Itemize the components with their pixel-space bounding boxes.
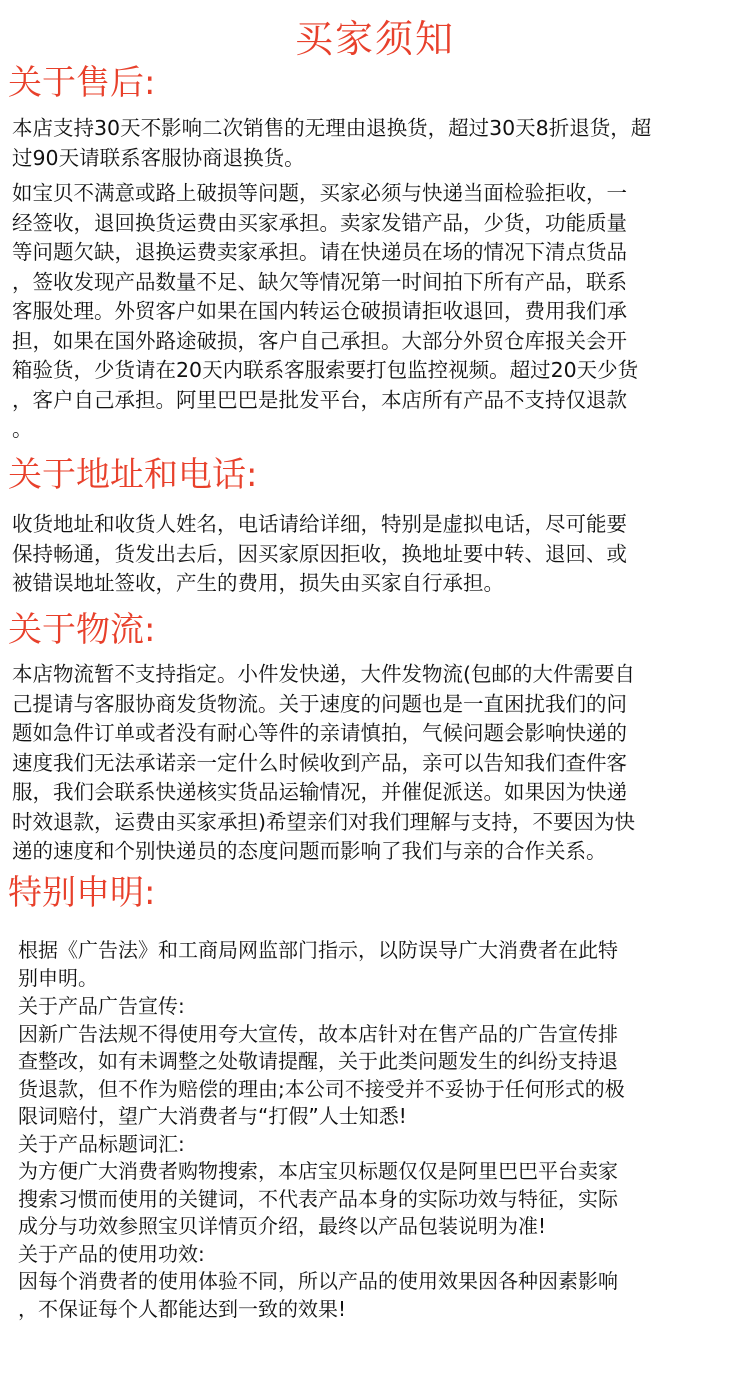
after-sales-return-policy: 本店支持30天不影响二次销售的无理由退换货，超过30天8折退货，超 过90天请联系客服协商退换货。 [12, 116, 652, 170]
section-special-statement [18, 937, 743, 1323]
page-title: 买家须知 [294, 17, 455, 61]
heading-special-statement: 特别申明: [8, 873, 156, 913]
section-after-sales [12, 114, 747, 445]
after-sales-damage-policy: 如宝贝不满意或路上破损等问题，买家必须与快递当面检验拒收，一 经签收，退回换货运费由买家承担。卖家发错产品，少货，功能质量 等问题欠缺，退换运费卖家承担。请在快递员在场的情况下清点货品 ，签收发现产品数量不足、缺欠等情况第一时间拍下所有产品，联系 客服处理。外贸客户如果在国内转运仓破损请拒收退回，费用我们承 担，如果在国外路途破损，客户自己承担。大部分外贸仓库报关会开 箱验货，少货请在20天内联系客服索要打包监控视频。超过20天少货 ，客户自己承担。阿里巴巴是批发平台，本店所有产品不支持仅退款 。 [12, 181, 639, 441]
special-statement-details: 关于产品广告宣传: 因新广告法规不得使用夸大宣传，故本店针对在售产品的广告宣传排 查整改，如有未调整之处敬请提醒，关于此类问题发生的纠纷支持退 货退款，但不作为赔偿的理由;本公司不接受并不妥协于任何形式的极 限词赔付，望广大消费者与“打假”人士知悉! 关于产品标题词汇: 为方便广大消费者购物搜索，本店宝贝标题仅仅是阿里巴巴平台卖家 搜索习惯而使用的关键词，不代表产品本身的实际功效与特征，实际 成分与功效参照宝贝详情页介绍，最终以产品包装说明为准! 关于产品的使用功效: 因每个消费者的使用体验不同，所以产品的使用效果因各种因素影响 ，不保证每个人都能达到一致的效果! [18, 994, 625, 1321]
heading-logistics: 关于物流: [8, 610, 156, 650]
address-phone-text: 收货地址和收货人姓名，电话请给详细，特别是虚拟电话，尽可能要 保持畅通，货发出去后，因买家原因拒收，换地址要中转、退回、或 被错误地址签收，产生的费用，损失由买家自行承担。 [12, 512, 627, 595]
logistics-text: 本店物流暂不支持指定。小件发快递，大件发物流(包邮的大件需要自 己提请与客服协商发货物流。关于速度的问题也是一直困扰我们的问 题如急件订单或者没有耐心等件的亲请慎拍，气候问题会影响快递的 速度我们无法承诺亲一定什么时候收到产品，亲可以告知我们查件客 服，我们会联系快递核实货品运输情况，并催促派送。如果因为快递 时效退款，运费由买家承担)希望亲们对我们理解与支持，不要因为快 递的速度和个别快递员的态度问题而影响了我们与亲的合作关系。 [12, 662, 635, 863]
special-statement-intro: 根据《广告法》和工商局网监部门指示，以防误导广大消费者在此特 别申明。 [18, 938, 618, 990]
heading-address-phone: 关于地址和电话: [8, 455, 258, 495]
section-logistics [12, 660, 747, 867]
heading-after-sales: 关于售后: [8, 63, 156, 103]
section-address-phone [12, 510, 747, 599]
